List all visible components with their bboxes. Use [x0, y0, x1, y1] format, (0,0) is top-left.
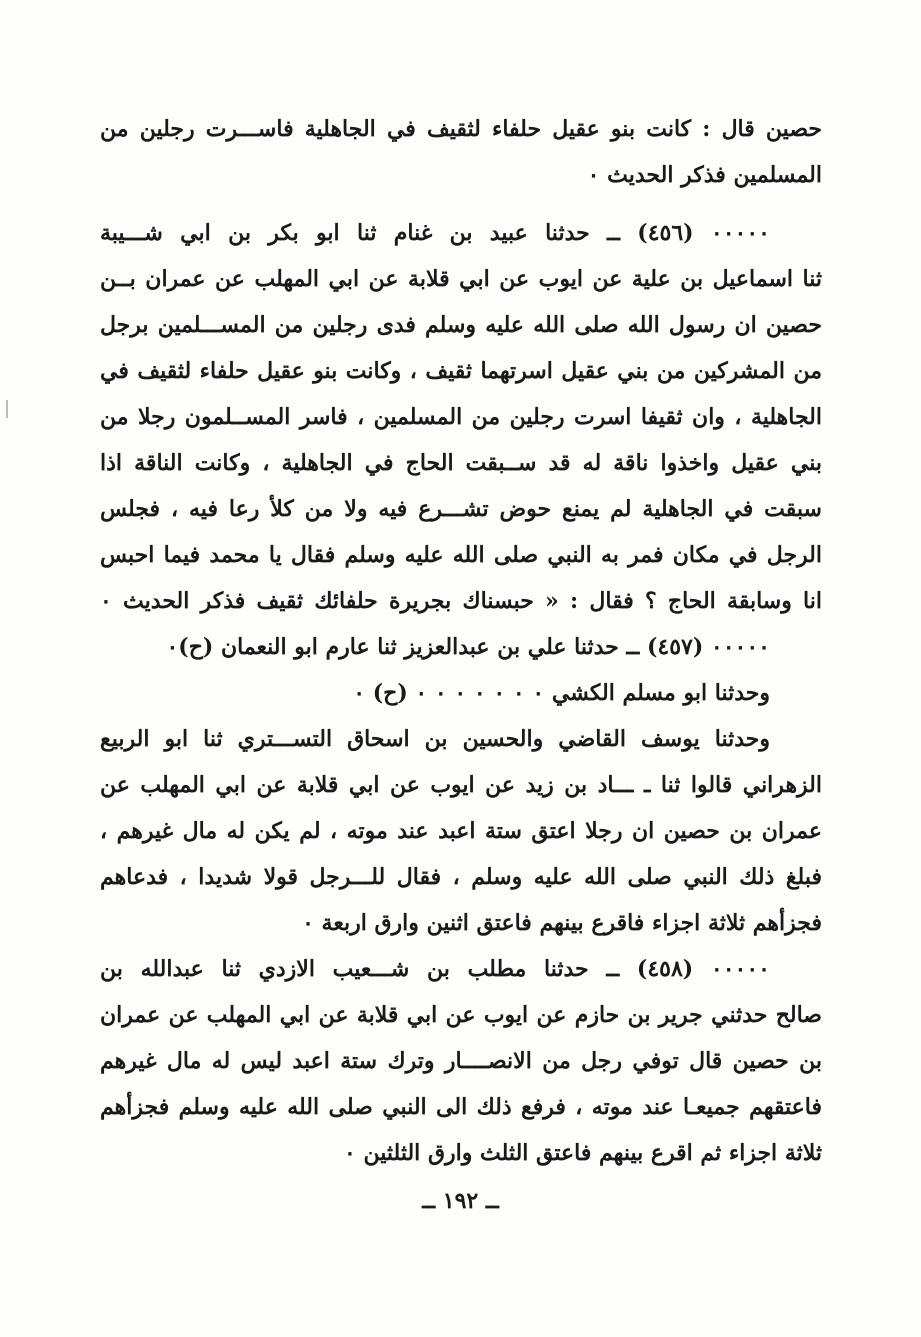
text-line: فاعتقهم جميعـا عند موته ، فرفع ذلك الى النبي صلى الله عليه وسلم فجزأهم	[100, 1094, 822, 1120]
page-number: ــ ١٩٢ ــ	[422, 1188, 499, 1214]
text-line: ثلاثة اجزاء ثم اقرع بينهم فاعتق الثلث وارق الثلثين ٠	[344, 1140, 822, 1166]
text-line: ثنا اسماعيل بن علية عن ايوب عن ابي قلابة عن ابي المهلب عن عمران بــن	[100, 266, 822, 292]
text-line: المسلمين فذكر الحديث ٠	[587, 162, 822, 188]
text-line: الرجل في مكان فمر به النبي صلى الله عليه وسلم فقال يا محمد فيما احبس	[100, 542, 822, 568]
paragraph-gap	[100, 198, 822, 210]
text-line: وحدثنا ابو مسلم الكشي ٠ ٠ ٠ ٠ ٠ ٠ ٠ (ح) ٠	[353, 680, 770, 706]
body-text	[100, 106, 822, 1176]
hadith-heading-456: ٠٠٠٠٠ (٤٥٦) ــ حدثنا عبيد بن غنام ثنا ابو بكر بن ابي شـــيبة	[100, 220, 770, 246]
scan-artifact-mark	[6, 400, 8, 418]
text-line: بن حصين قال توفي رجل من الانصــــار وترك ستة اعبد ليس له مال غيرهم	[100, 1048, 822, 1074]
text-line: حصين ان رسول الله صلى الله عليه وسلم فدى رجلين من المســـلمين برجل	[100, 312, 822, 338]
text-line: من المشركين من بني عقيل اسرتهما ثقيف ، وكانت بنو عقيل حلفاء لثقيف في	[100, 358, 822, 384]
text-line: فبلغ ذلك النبي صلى الله عليه وسلم ، فقال للـــرجل قولا شديدا ، فدعاهم	[100, 864, 822, 890]
hadith-heading-457: ٠٠٠٠٠ (٤٥٧) ــ حدثنا علي بن عبدالعزيز ثنا عارم ابو النعمان (ح)٠	[166, 634, 770, 660]
text-line: الجاهلية ، وان ثقيفا اسرت رجلين من المسلمين ، فاسر المســلمون رجلا من	[100, 404, 822, 430]
text-line: صالح حدثني جرير بن حازم عن ايوب عن ابي قلابة عن ابي المهلب عن عمران	[100, 1002, 822, 1028]
text-line: سبقت في الجاهلية لم يمنع حوض تشـــرع فيه ولا من كلأ رعا فيه ، فجلس	[100, 496, 822, 522]
text-line: بني عقيل واخذوا ناقة له قد ســبقت الحاج في الجاهلية ، وكانت الناقة اذا	[100, 450, 822, 476]
text-line: الزهراني قالوا ثنا ـ ـــاد بن زيد عن ايوب عن ابي قلابة عن ابي المهلب عن	[100, 772, 822, 798]
text-line: انا وسابقة الحاج ؟ فقال : « حبسناك بجريرة حلفائك ثقيف فذكر الحديث ٠	[100, 588, 822, 614]
text-line: حصين قال : كانت بنو عقيل حلفاء لثقيف في الجاهلية فاســـرت رجلين من	[100, 116, 822, 142]
text-line: وحدثنا يوسف القاضي والحسين بن اسحاق التســـتري ثنا ابو الربيع	[100, 726, 770, 752]
hadith-heading-458: ٠٠٠٠٠ (٤٥٨) ــ حدثنا مطلب بن شـــعيب الازدي ثنا عبدالله بن	[100, 956, 770, 982]
text-line: عمران بن حصين ان رجلا اعتق ستة اعبد عند موته ، لم يكن له مال غيرهم ،	[100, 818, 822, 844]
text-line: فجزأهم ثلاثة اجزاء فاقرع بينهم فاعتق اثنين وارق اربعة ٠	[302, 910, 822, 936]
